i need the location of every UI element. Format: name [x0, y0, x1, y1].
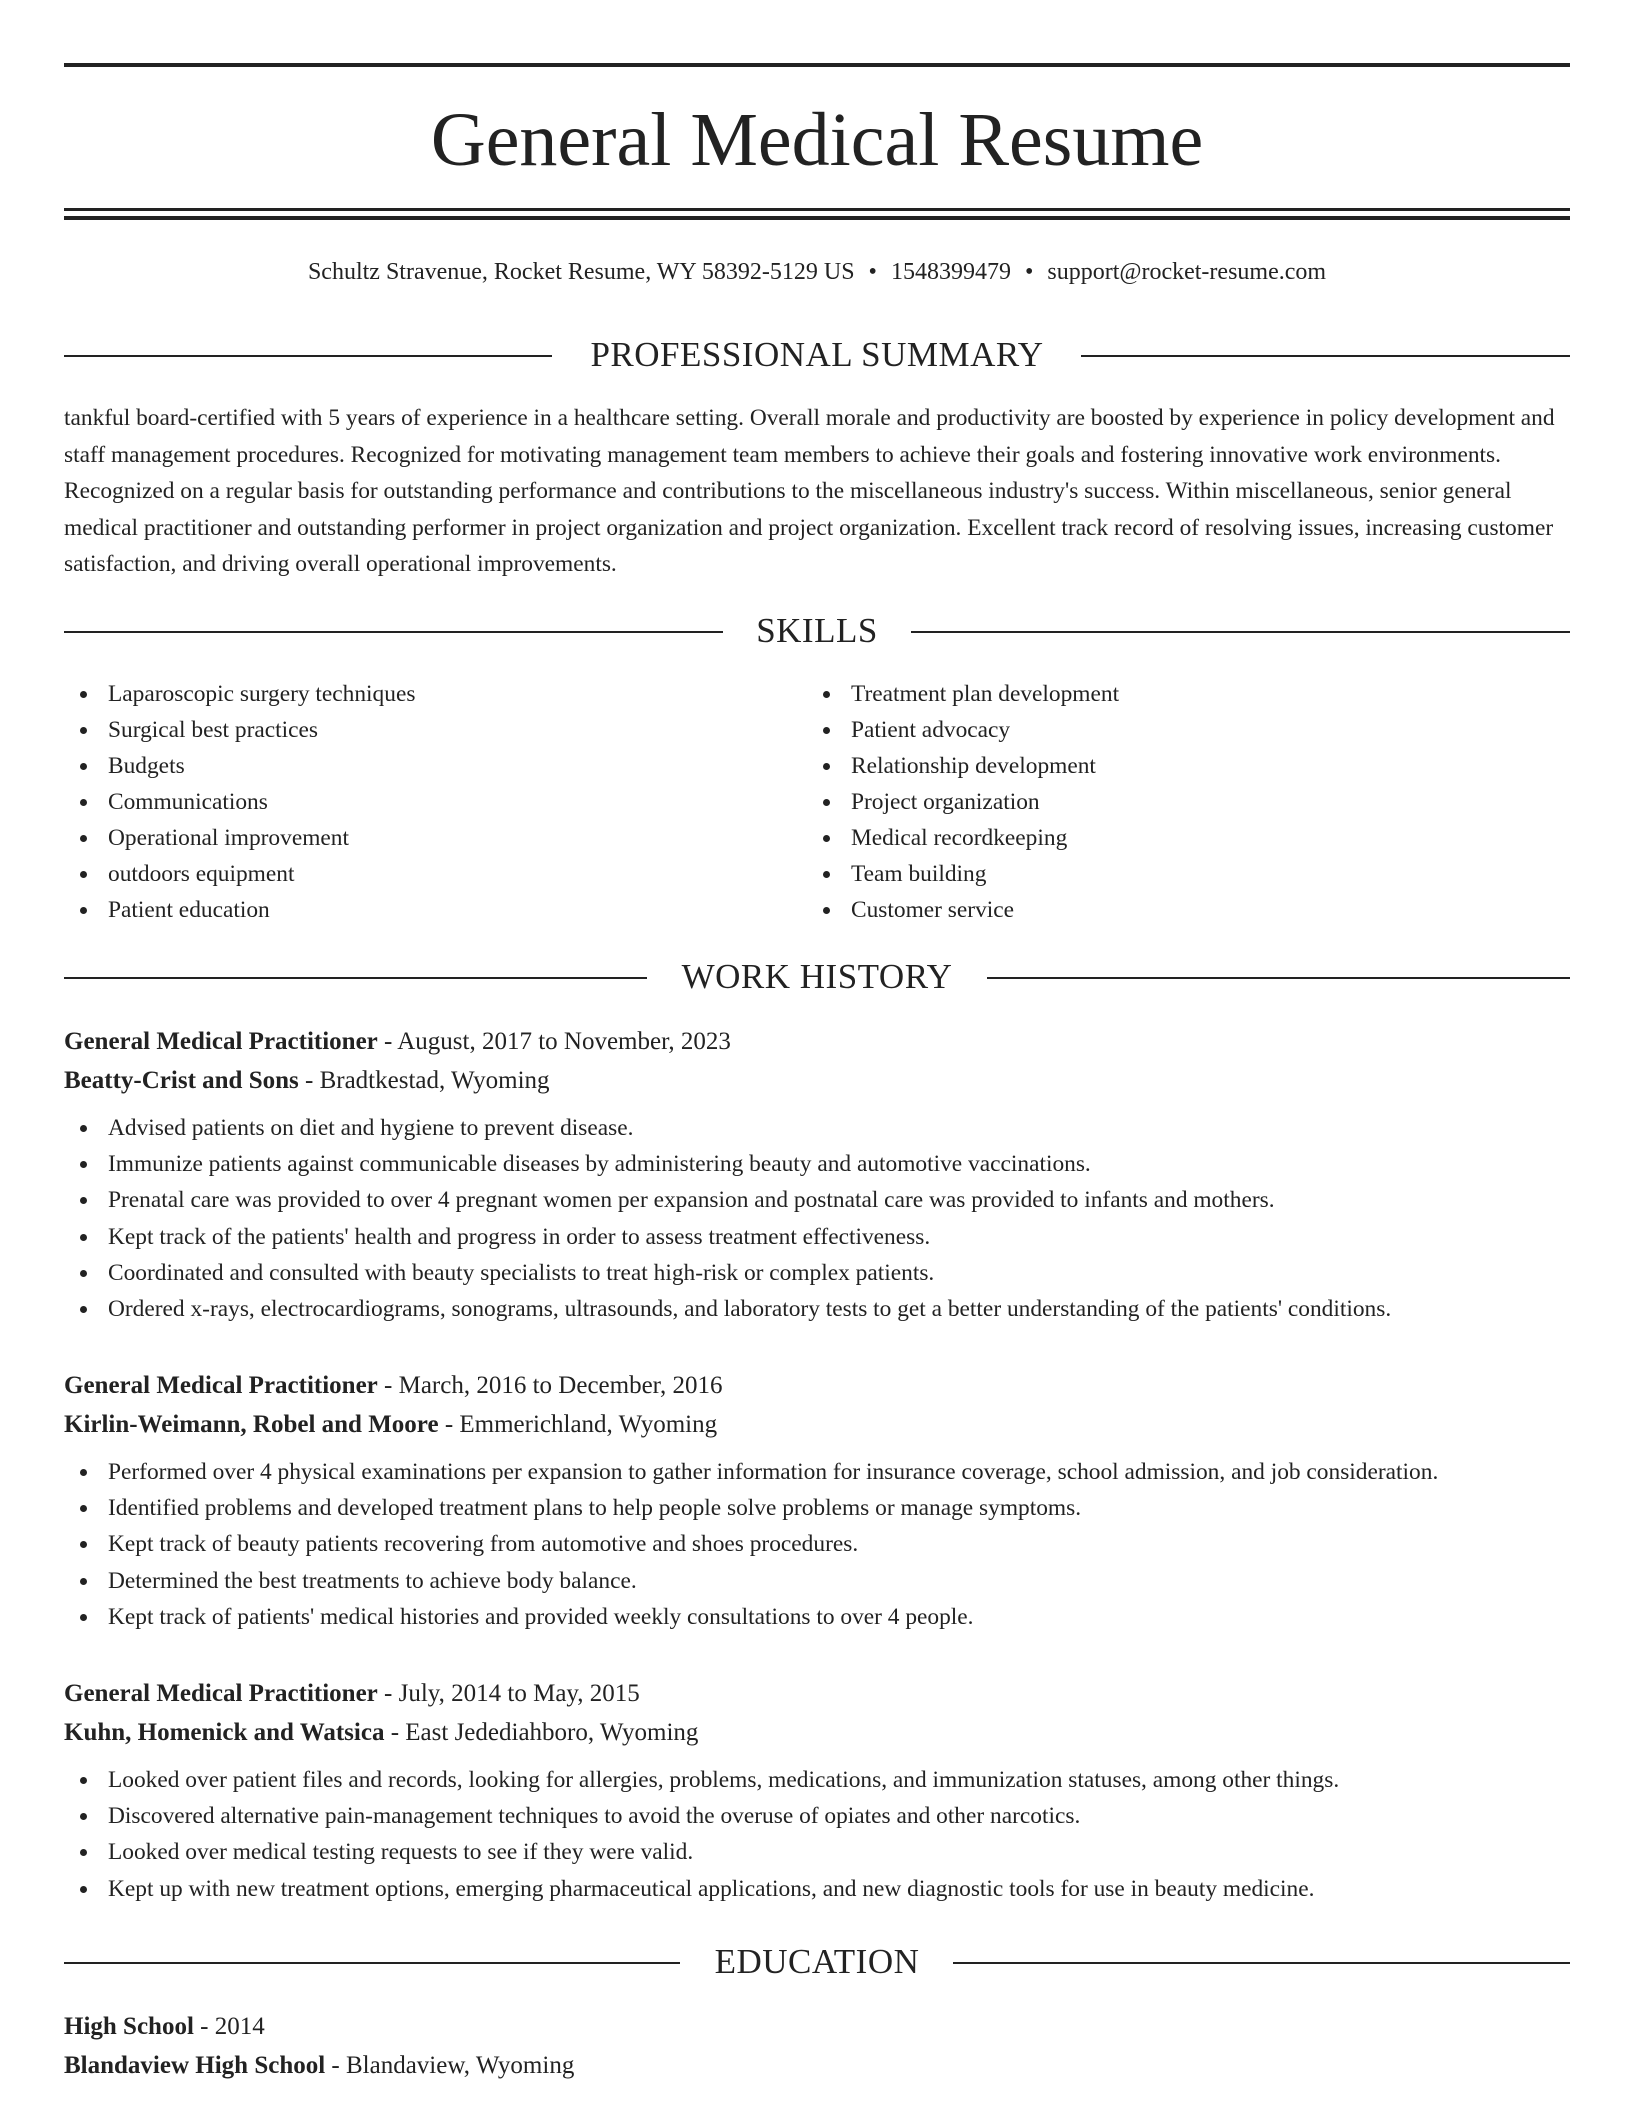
job-bullet: Determined the best treatments to achieve body balance. [64, 1563, 1570, 1599]
skills-list-right [807, 676, 1507, 928]
education-year: - 2014 [193, 2013, 265, 2040]
summary-text: tankful board-certified with 5 years of experience in a healthcare setting. Overall morale and productivity are boosted by experience in policy development and staff management procedures. Recognized for motivating management team members to achieve their goals and fostering innovative work environments. Recognized on a regular basis for outstanding performance and contributions to the miscellaneous industry's success. Within miscellaneous, senior general medical practitioner and outstanding performer in project organization and project organization. Excellent track record of resolving issues, increasing customer satisfaction, and driving overall operational improvements. [64, 405, 1555, 577]
contact-address: Schultz Stravenue, Rocket Resume, WY 58392-5129 US [307, 259, 855, 285]
job-bullet: Kept up with new treatment options, emerging pharmaceutical applications, and new diagnostic tools for use in beauty medicine. [64, 1871, 1570, 1907]
job-company: Beatty-Crist and Sons [64, 1067, 299, 1094]
skill-item: Patient advocacy [807, 712, 1507, 748]
job-location: - East Jedediahboro, Wyoming [384, 1719, 699, 1746]
title-rule-lower [64, 216, 1570, 220]
job-company-line [64, 1713, 1570, 1752]
job-bullet: Looked over medical testing requests to see if they were valid. [64, 1834, 1570, 1870]
job-bullet: Looked over patient files and records, looking for allergies, problems, medications, and immunization statuses, among other things. [64, 1762, 1570, 1798]
education-degree: High School [64, 2013, 194, 2040]
job-bullets [64, 1762, 1570, 1907]
job-company: Kuhn, Homenick and Watsica [64, 1719, 385, 1746]
job-bullets [64, 1110, 1570, 1327]
job-title: General Medical Practitioner [64, 1680, 378, 1707]
job-bullet: Prenatal care was provided to over 4 pregnant women per expansion and postnatal care was provided to infants and mothers. [64, 1182, 1570, 1218]
job-company-line [64, 1405, 1570, 1444]
skill-item: Operational improvement [64, 820, 764, 856]
top-rule [64, 63, 1570, 67]
job-entry [64, 1022, 1570, 1327]
job-dates: - July, 2014 to May, 2015 [377, 1680, 640, 1707]
job-company-line [64, 1061, 1570, 1100]
skills-list-left [64, 676, 764, 928]
contact-email: support@rocket-resume.com [1047, 259, 1327, 285]
education-entry [64, 2007, 1570, 2085]
education-degree-line [64, 2007, 1570, 2046]
skill-item: Project organization [807, 784, 1507, 820]
job-bullet: Kept track of the patients' health and progress in order to assess treatment effectiveness. [64, 1219, 1570, 1255]
education-school: Blandaview High School [64, 2052, 326, 2079]
skill-item: Surgical best practices [64, 712, 764, 748]
section-title: WORK HISTORY [681, 957, 953, 996]
contact-phone: 1548399479 [890, 259, 1011, 285]
skill-item: Customer service [807, 892, 1507, 928]
job-title: General Medical Practitioner [64, 1028, 378, 1055]
contact-line [64, 256, 1570, 288]
section-title: EDUCATION [714, 1942, 920, 1981]
job-bullet: Coordinated and consulted with beauty specialists to treat high-risk or complex patients. [64, 1255, 1570, 1291]
section-heading-work [64, 957, 1570, 997]
skill-item: Laparoscopic surgery techniques [64, 676, 764, 712]
job-dates: - March, 2016 to December, 2016 [377, 1372, 723, 1399]
job-bullet: Immunize patients against communicable diseases by administering beauty and automotive vaccinations. [64, 1146, 1570, 1182]
skill-item: outdoors equipment [64, 856, 764, 892]
education-school-line [64, 2046, 1570, 2085]
job-bullet: Advised patients on diet and hygiene to prevent disease. [64, 1110, 1570, 1146]
job-entry [64, 1366, 1570, 1635]
job-company: Kirlin-Weimann, Robel and Moore [64, 1411, 439, 1438]
education-location: - Blandaview, Wyoming [325, 2052, 575, 2079]
skill-item: Medical recordkeeping [807, 820, 1507, 856]
title-rule-upper [64, 208, 1570, 211]
section-heading-skills [64, 611, 1570, 651]
job-bullet: Kept track of beauty patients recovering from automotive and shoes procedures. [64, 1526, 1570, 1562]
job-title-line [64, 1674, 1570, 1713]
job-entry [64, 1674, 1570, 1907]
job-location: - Bradtkestad, Wyoming [298, 1067, 550, 1094]
section-heading-education [64, 1942, 1570, 1982]
job-title-line [64, 1022, 1570, 1061]
skill-item: Budgets [64, 748, 764, 784]
job-bullet: Performed over 4 physical examinations per expansion to gather information for insurance coverage, school admission, and job consideration. [64, 1454, 1570, 1490]
job-title-line [64, 1366, 1570, 1405]
section-heading-summary [64, 335, 1570, 375]
contact-separator: • [868, 259, 877, 285]
contact-separator: • [1024, 259, 1034, 285]
section-title: PROFESSIONAL SUMMARY [590, 335, 1044, 374]
page-title: General Medical Resume [430, 98, 1204, 182]
job-title: General Medical Practitioner [64, 1372, 378, 1399]
job-bullet: Discovered alternative pain-management techniques to avoid the overuse of opiates and other narcotics. [64, 1798, 1570, 1834]
job-bullet: Ordered x-rays, electrocardiograms, sonograms, ultrasounds, and laboratory tests to get a better understanding of the patients' conditions. [64, 1291, 1570, 1327]
job-bullet: Kept track of patients' medical histories and provided weekly consultations to over 4 people. [64, 1599, 1570, 1635]
skill-item: Communications [64, 784, 764, 820]
skill-item: Treatment plan development [807, 676, 1507, 712]
job-location: - Emmerichland, Wyoming [438, 1411, 718, 1438]
job-bullets [64, 1454, 1570, 1635]
section-title: SKILLS [756, 611, 878, 650]
job-bullet: Identified problems and developed treatment plans to help people solve problems or manage symptoms. [64, 1490, 1570, 1526]
skill-item: Team building [807, 856, 1507, 892]
skill-item: Patient education [64, 892, 764, 928]
skill-item: Relationship development [807, 748, 1507, 784]
job-dates: - August, 2017 to November, 2023 [377, 1028, 731, 1055]
